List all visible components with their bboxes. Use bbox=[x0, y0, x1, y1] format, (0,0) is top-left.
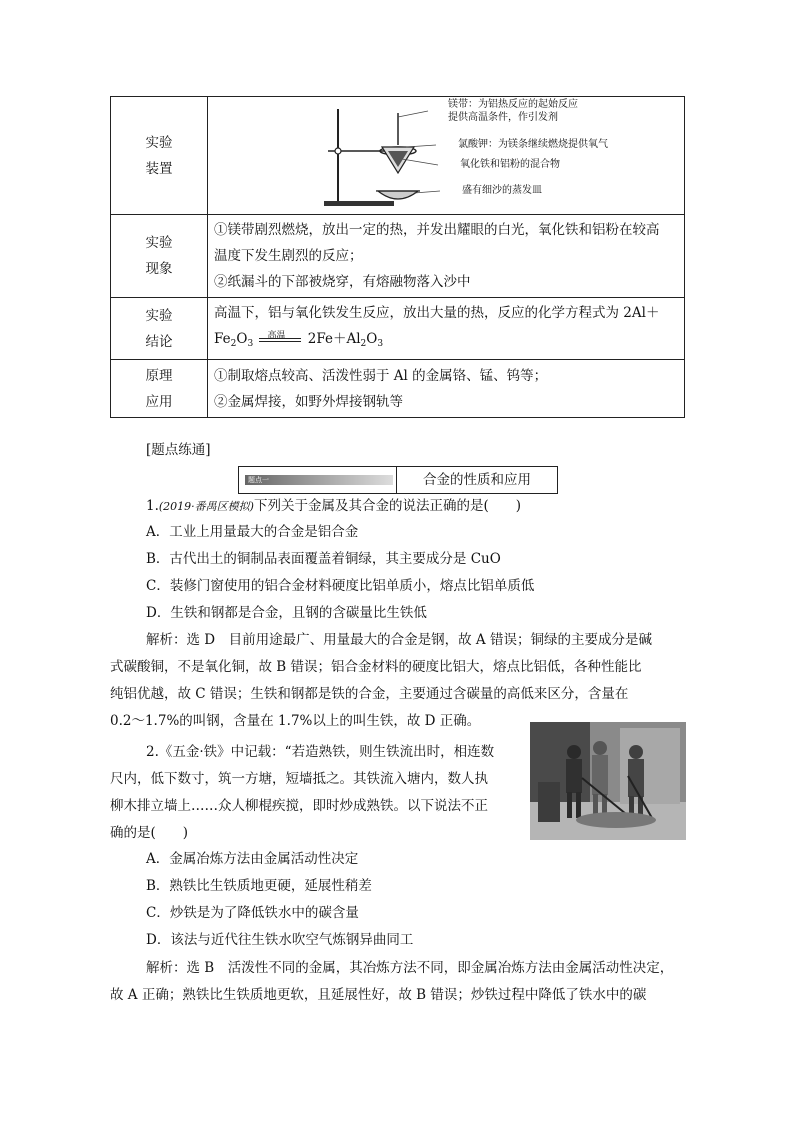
cell-line: ②金属焊接，如野外焊接钢轨等 bbox=[214, 393, 403, 410]
q1-analysis-line: 式碳酸铜，不是氧化铜，故 B 错误；铝合金材料的硬度比铝大，熔点比铝低，各种性能比 bbox=[110, 659, 642, 675]
row-header-line: 实验 bbox=[145, 134, 173, 151]
cell-line: 温度下发生剧烈的反应； bbox=[214, 248, 363, 264]
question-source: (2019·番禺区模拟) bbox=[158, 500, 254, 513]
q2-option-b: B．熟铁比生铁质地更硬，延展性稍差 bbox=[146, 878, 372, 894]
topic-badge-label: 题点一 bbox=[248, 476, 269, 484]
apparatus-label-dish: 盛有细沙的蒸发皿 bbox=[462, 185, 542, 196]
question-1-stem bbox=[146, 496, 521, 517]
q2-option-d: D．该法与近代往生铁水吹空气炼钢异曲同工 bbox=[146, 932, 414, 948]
equals-bar bbox=[259, 338, 301, 342]
question-number: 1. bbox=[146, 498, 159, 514]
row-header bbox=[111, 97, 208, 215]
table-row bbox=[111, 360, 685, 418]
row-header-line: 原理 bbox=[145, 367, 173, 384]
cell-line: ①制取熔点较高、活泼性弱于 Al 的金属铬、锰、钨等； bbox=[214, 367, 548, 384]
q2-analysis-line: 故 A 正确；熟铁比生铁质地更软，且延展性好，故 B 错误；炒铁过程中降低了铁水中的碳 bbox=[110, 987, 647, 1003]
row-header-line: 实验 bbox=[145, 307, 173, 324]
section-title: [题点练通] bbox=[146, 442, 211, 458]
q1-analysis-line: 0.2～1.7%的叫钢，含量在 1.7%以上的叫生铁，故 D 正确。 bbox=[110, 713, 481, 729]
eq-part: O bbox=[236, 331, 248, 347]
iron-smelting-photo bbox=[530, 722, 686, 840]
eq-part: Fe bbox=[214, 331, 231, 347]
cell-line: ②纸漏斗的下部被烧穿，有熔融物落入沙中 bbox=[214, 274, 471, 290]
question-text: 下列关于金属及其合金的说法正确的是( ) bbox=[253, 498, 522, 514]
eq-sub: 3 bbox=[377, 339, 384, 349]
apparatus-label-kclo3: 氯酸钾：为镁条继续燃烧提供氧气 bbox=[458, 139, 608, 150]
q1-analysis-line: 纯铝优越，故 C 错误；生铁和钢都是铁的合金，主要通过含碳量的高低来区分，含量在 bbox=[110, 686, 629, 702]
apparatus-label-mixture: 氧化铁和铝粉的混合物 bbox=[460, 159, 560, 170]
row-header-line: 装置 bbox=[145, 160, 173, 177]
apparatus-label-mg: 镁带：为铝热反应的起始反应 bbox=[448, 99, 578, 110]
q1-analysis-line: 解析：选 D 目前用途最广、用量最大的合金是钢，故 A 错误；铜绿的主要成分是碱 bbox=[146, 632, 652, 648]
eq-part: O bbox=[366, 331, 378, 347]
row-header-line: 现象 bbox=[145, 261, 173, 277]
q1-option-c: C．装修门窗使用的铝合金材料硬度比铝单质小，熔点比铝单质低 bbox=[146, 578, 535, 594]
apparatus-label-mg-2: 提供高温条件，作引发剂 bbox=[448, 112, 558, 123]
table-row bbox=[111, 97, 685, 215]
reaction-condition: 高温 bbox=[267, 330, 286, 341]
row-header-line: 应用 bbox=[145, 393, 173, 410]
apparatus-diagram bbox=[318, 99, 458, 211]
topic-banner bbox=[238, 466, 558, 494]
row-header-line: 实验 bbox=[145, 235, 173, 251]
q1-option-d: D．生铁和钢都是合金，且钢的含碳量比生铁低 bbox=[146, 605, 427, 621]
q2-stem-line: 确的是( ) bbox=[110, 825, 189, 841]
q2-stem-line: 尺内，低下数寸，筑一方塘，短墙抵之。其铁流入塘内，数人执 bbox=[110, 771, 488, 787]
phenomenon-cell bbox=[208, 215, 685, 298]
q2-analysis-line: 解析：选 B 活泼性不同的金属，其冶炼方法不同，即金属冶炼方法由金属活动性决定， bbox=[146, 960, 674, 976]
table-row bbox=[111, 298, 685, 360]
row-header bbox=[111, 360, 208, 418]
cell-line: ①镁带剧烈燃烧，放出一定的热，并发出耀眼的白光，氧化铁和铝粉在较高 bbox=[214, 222, 660, 238]
topic-badge bbox=[245, 475, 393, 485]
row-header bbox=[111, 215, 208, 298]
eq-sub: 3 bbox=[247, 339, 254, 349]
chemical-equation bbox=[214, 326, 678, 357]
q1-option-b: B．古代出土的铜制品表面覆盖着铜绿，其主要成分是 CuO bbox=[146, 551, 501, 567]
q2-stem-line: 柳木排立墙上……众人柳棍疾搅，即时炒成熟铁。以下说法不正 bbox=[110, 798, 488, 814]
eq-sub: 2 bbox=[230, 339, 237, 349]
conclusion-cell bbox=[208, 298, 685, 360]
application-cell bbox=[208, 360, 685, 418]
q2-option-a: A．金属冶炼方法由金属活动性决定 bbox=[146, 851, 359, 867]
cell-line: 高温下，铝与氧化铁发生反应，放出大量的热，反应的化学方程式为 2Al＋ bbox=[214, 305, 660, 321]
row-header bbox=[111, 298, 208, 360]
q2-stem-line: 2.《五金·铁》中记载：“若造熟铁，则生铁流出时，相连数 bbox=[146, 744, 495, 760]
experiment-table bbox=[110, 96, 685, 418]
reaction-arrow bbox=[257, 330, 303, 347]
eq-part: 2Fe＋Al bbox=[307, 331, 361, 347]
eq-sub: 2 bbox=[360, 339, 367, 349]
apparatus-cell bbox=[208, 97, 685, 215]
q1-option-a: A．工业上用量最大的合金是铝合金 bbox=[146, 524, 359, 540]
topic-heading: 合金的性质和应用 bbox=[423, 472, 531, 488]
q2-option-c: C．炒铁是为了降低铁水中的碳含量 bbox=[146, 905, 359, 921]
row-header-line: 结论 bbox=[145, 333, 173, 350]
table-row bbox=[111, 215, 685, 298]
